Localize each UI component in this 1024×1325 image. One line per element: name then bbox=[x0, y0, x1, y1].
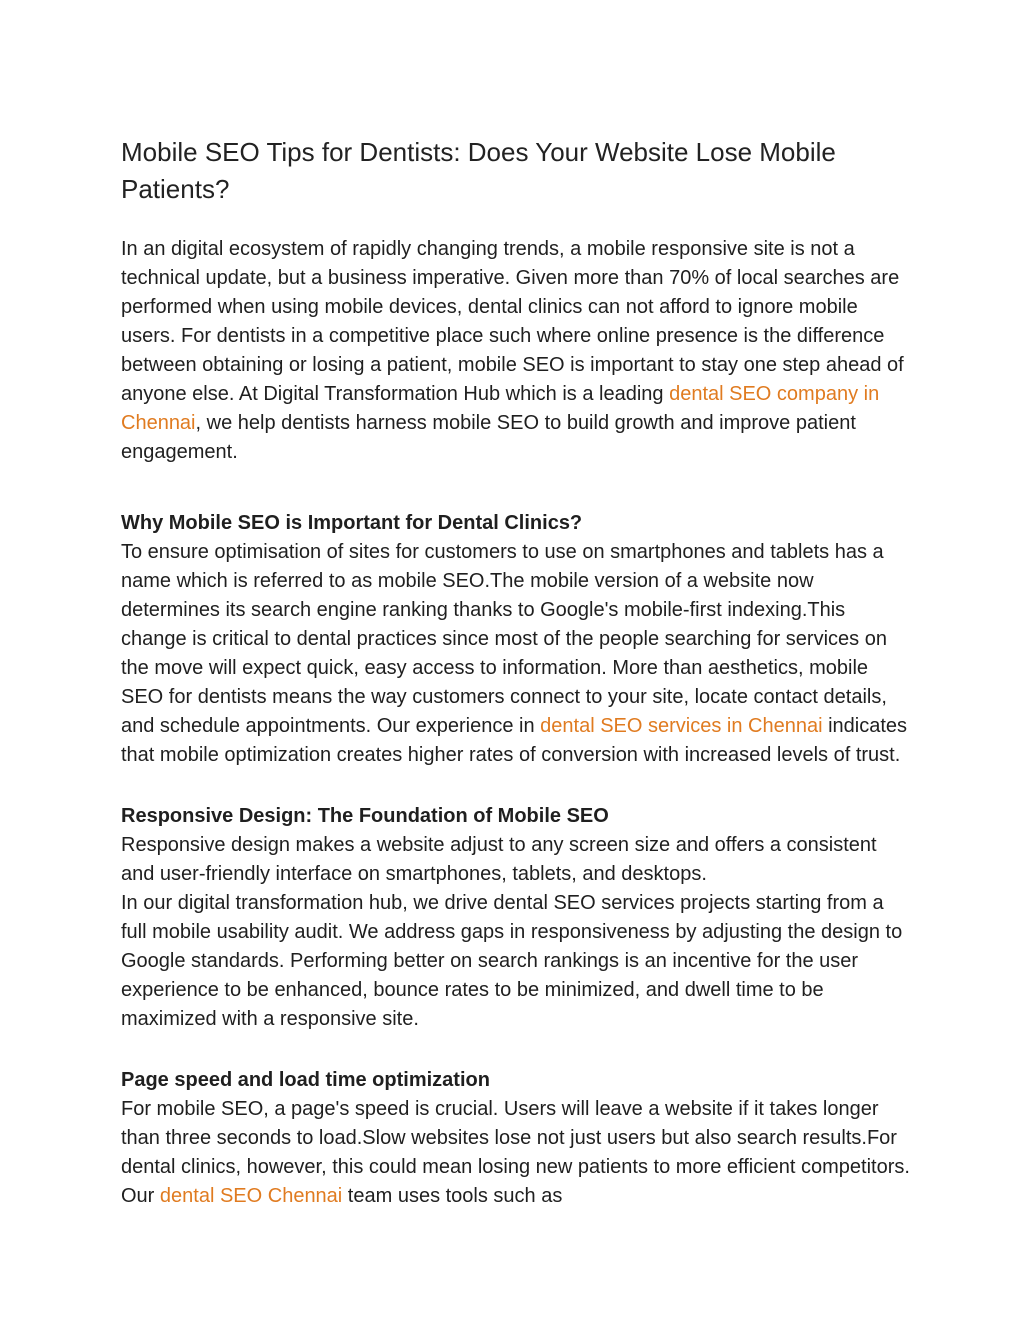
section-paragraph: In our digital transformation hub, we drive dental SEO services projects starting from a full mobile usability audit. We address gaps in responsiveness by adjusting the design to Google standards. Performing better on search rankings is an incentive for the user experience to be enhanced, bounce rates to be minimized, and dwell time to be maximized with a responsive site. bbox=[121, 892, 903, 1030]
section-text-end: team uses tools such as bbox=[342, 1185, 563, 1207]
page-title: Mobile SEO Tips for Dentists: Does Your Website Lose Mobile Patients? bbox=[121, 137, 836, 204]
section-heading: Responsive Design: The Foundation of Mobile SEO bbox=[121, 805, 609, 827]
dental-seo-chennai-link[interactable]: dental SEO Chennai bbox=[159, 1185, 343, 1207]
document-page bbox=[121, 134, 911, 1211]
intro-text-end: , we help dentists harness mobile SEO to build growth and improve patient engagement. bbox=[121, 412, 856, 463]
section-heading: Why Mobile SEO is Important for Dental Clinics? bbox=[121, 512, 583, 534]
section-paragraph: Responsive design makes a website adjust to any screen size and offers a consistent and user-friendly interface on smartphones, tablets, and desktops. bbox=[121, 834, 877, 885]
section-text-end: indicates that mobile optimization creates higher rates of conversion with increased levels of trust. bbox=[121, 715, 908, 766]
section-text-start: For mobile SEO, a page's speed is crucial. Users will leave a website if it takes longer than three seconds to load.Slow websites lose not just users but also search results.For dental clinics, however, this could mean losing new patients to more efficient competitors. Our bbox=[121, 1098, 910, 1207]
intro-paragraph bbox=[121, 235, 911, 467]
section-paragraph bbox=[121, 1095, 911, 1211]
section-paragraph bbox=[121, 538, 911, 770]
section-page-speed bbox=[121, 1066, 911, 1211]
section-text-start: To ensure optimisation of sites for customers to use on smartphones and tablets has a name which is referred to as mobile SEO.The mobile version of a website now determines its search engine ranking thanks to Google's mobile-first indexing.This change is critical to dental practices since most of the people searching for services on the move will expect quick, easy access to information. More than aesthetics, mobile SEO for dentists means the way customers connect to your site, locate contact details, and schedule appointments. Our experience in bbox=[121, 541, 887, 737]
intro-text-start: In an digital ecosystem of rapidly changing trends, a mobile responsive site is not a technical update, but a business imperative. Given more than 70% of local searches are performed when using mobile devices, dental clinics can not afford to ignore mobile users. For dentists in a competitive place such where online presence is the difference between obtaining or losing a patient, mobile SEO is important to stay one step ahead of anyone else. At Digital Transformation Hub which is a leading bbox=[121, 238, 904, 405]
section-responsive-design bbox=[121, 802, 911, 1034]
dental-seo-company-link[interactable]: dental SEO company in Chennai bbox=[121, 383, 880, 434]
section-heading: Page speed and load time optimization bbox=[121, 1069, 490, 1091]
section-why-mobile-seo bbox=[121, 509, 911, 770]
dental-seo-services-link[interactable]: dental SEO services in Chennai bbox=[540, 715, 823, 737]
